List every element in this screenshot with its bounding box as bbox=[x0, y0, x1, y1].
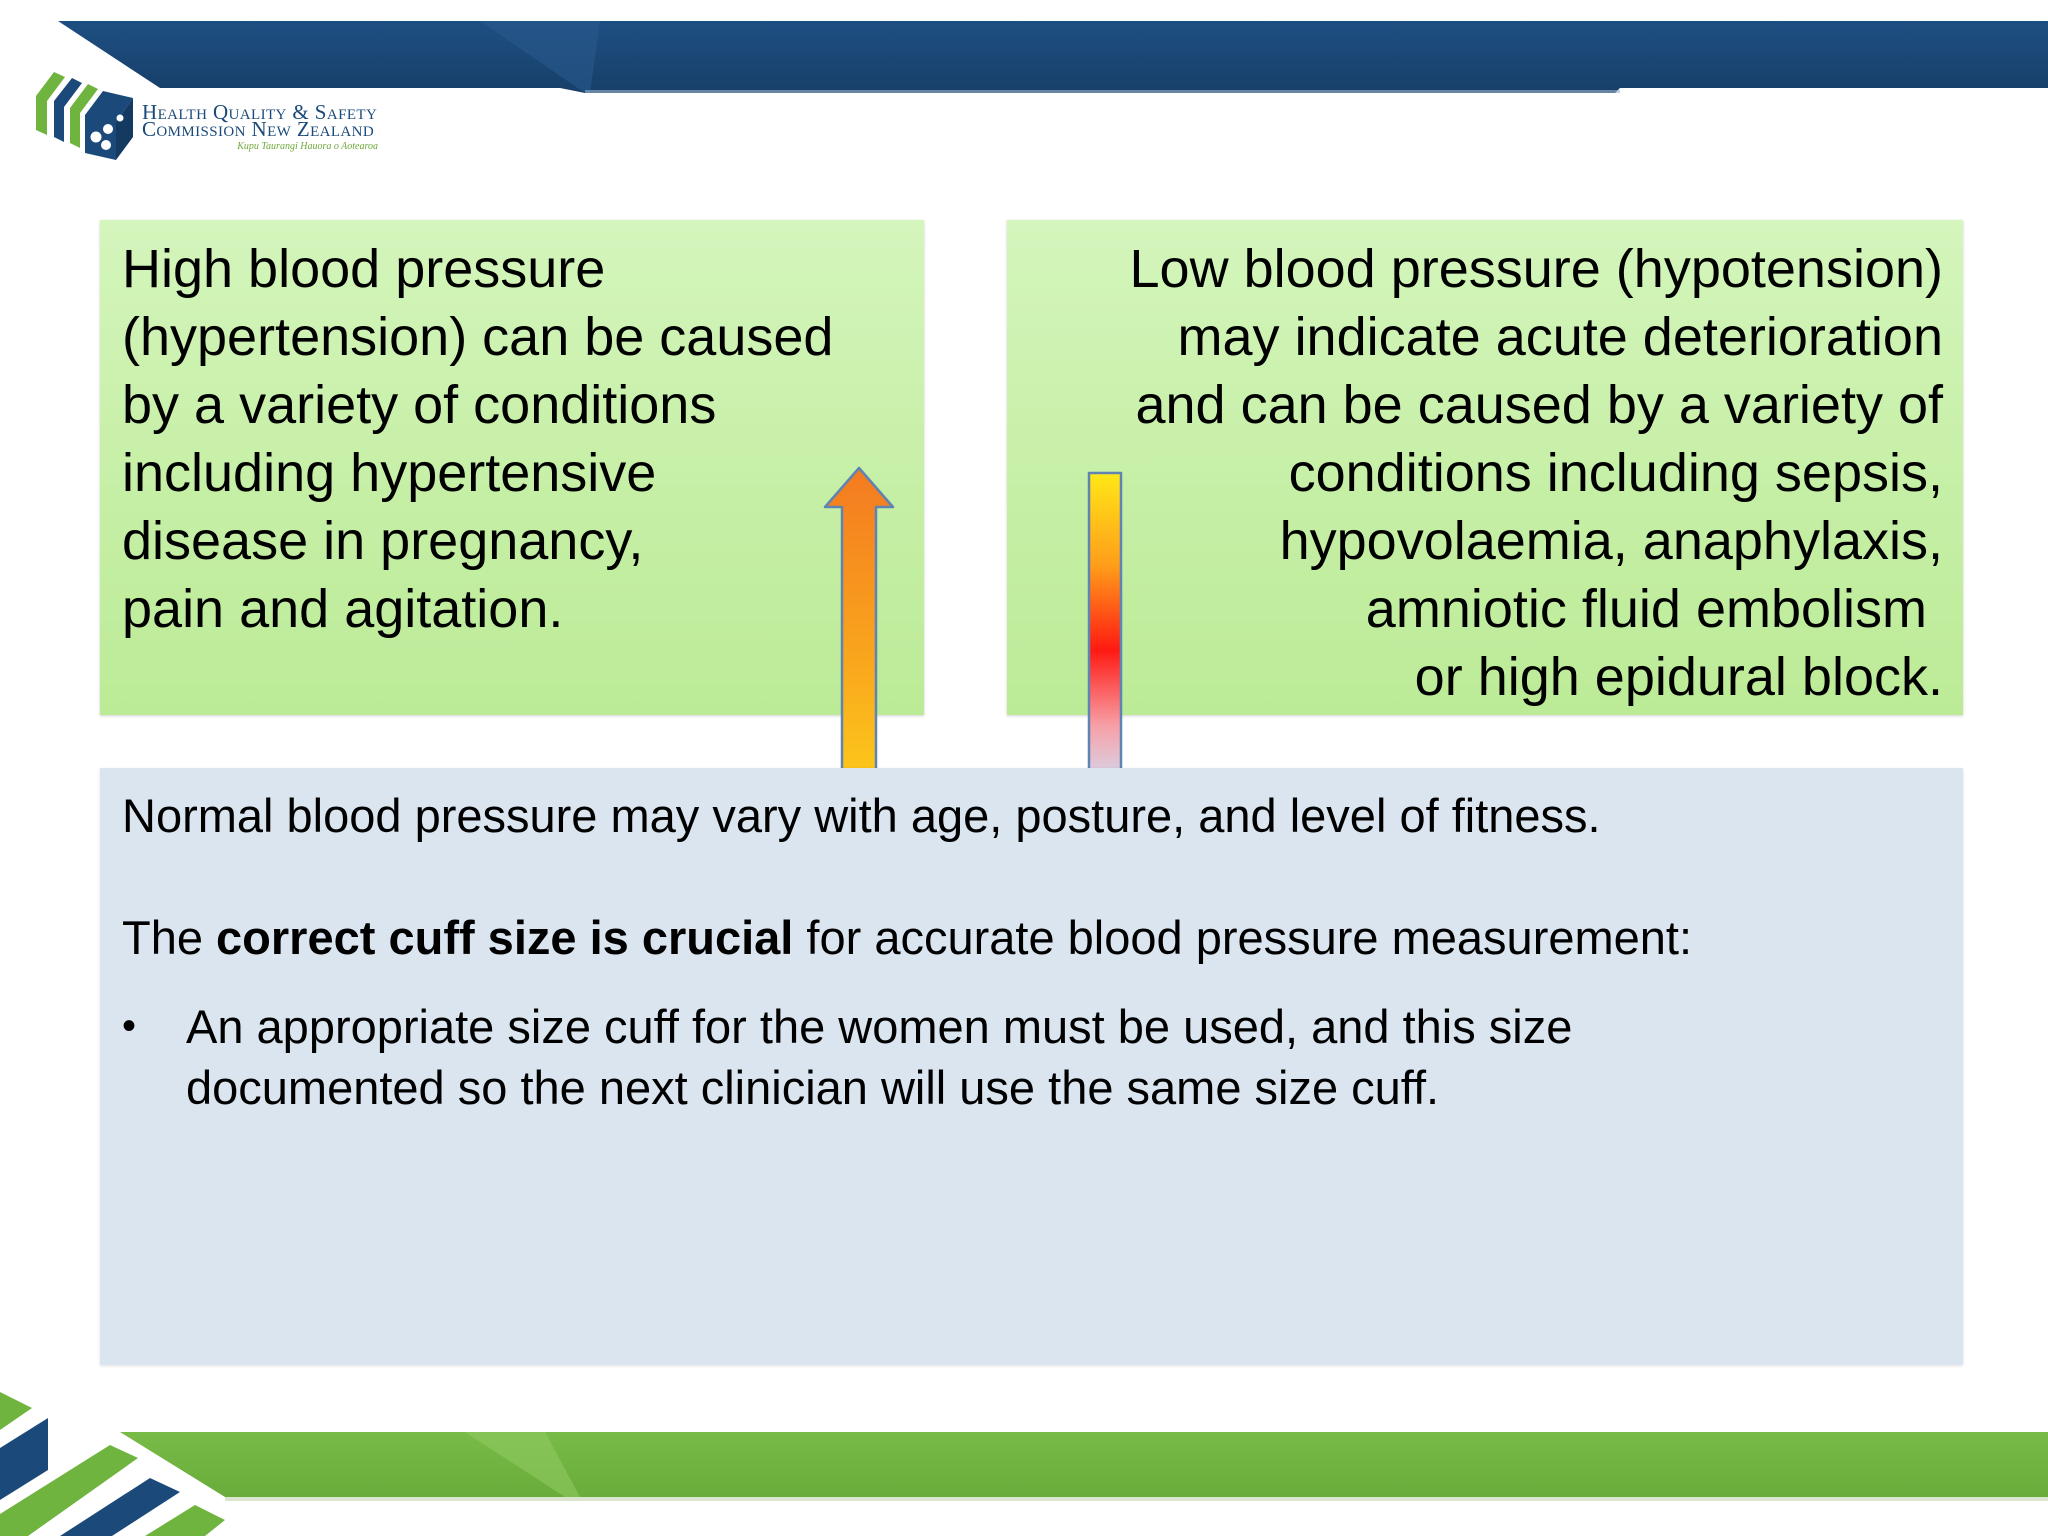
low-bp-line: conditions including sepsis, bbox=[1288, 443, 1943, 503]
high-bp-text bbox=[122, 235, 922, 643]
cuff-bullet-list bbox=[122, 996, 1572, 1118]
bullet-icon: • bbox=[122, 1004, 137, 1048]
high-bp-box bbox=[100, 220, 924, 715]
low-bp-box bbox=[1007, 220, 1963, 715]
bullet-line: An appropriate size cuff for the women must be used, and this size bbox=[186, 1000, 1573, 1053]
low-bp-line: or high epidural block. bbox=[1414, 647, 1943, 707]
low-bp-line: hypovolaemia, anaphylaxis, bbox=[1279, 511, 1943, 571]
logo-line-2: Commission New Zealand bbox=[142, 117, 375, 141]
low-bp-text bbox=[1023, 235, 1943, 711]
low-bp-line: may indicate acute deterioration bbox=[1177, 307, 1943, 367]
high-bp-line: including hypertensive bbox=[122, 443, 657, 503]
high-bp-line: by a variety of conditions bbox=[122, 375, 717, 435]
high-bp-line: pain and agitation. bbox=[122, 579, 564, 639]
cuff-emphasis: correct cuff size is crucial bbox=[216, 911, 794, 964]
normal-bp-box bbox=[100, 768, 1963, 1365]
low-bp-line: Low blood pressure (hypotension) bbox=[1129, 239, 1943, 299]
low-bp-line: amniotic fluid embolism bbox=[1365, 579, 1927, 639]
low-bp-line: and can be caused by a variety of bbox=[1135, 375, 1943, 435]
high-bp-line: disease in pregnancy, bbox=[122, 511, 644, 571]
logo-text bbox=[142, 100, 412, 152]
normal-bp-statement: Normal blood pressure may vary with age, posture, and level of fitness. bbox=[122, 789, 1601, 842]
cuff-prefix: The bbox=[122, 911, 217, 964]
bullet-line: documented so the next clinician will use the same size cuff. bbox=[186, 1061, 1440, 1114]
high-bp-line: (hypertension) can be caused bbox=[122, 307, 834, 367]
logo-line-1: Health Quality & Safety bbox=[142, 100, 378, 124]
cuff-size-statement bbox=[122, 908, 1692, 968]
cuff-suffix: for accurate blood pressure measurement: bbox=[793, 911, 1693, 964]
logo-tagline: Kupu Taurangi Hauora o Aotearoa bbox=[237, 141, 378, 152]
high-bp-line: High blood pressure bbox=[122, 239, 606, 299]
top-banner bbox=[0, 0, 2048, 100]
logo-icon bbox=[0, 0, 150, 175]
list-item bbox=[122, 996, 1572, 1118]
